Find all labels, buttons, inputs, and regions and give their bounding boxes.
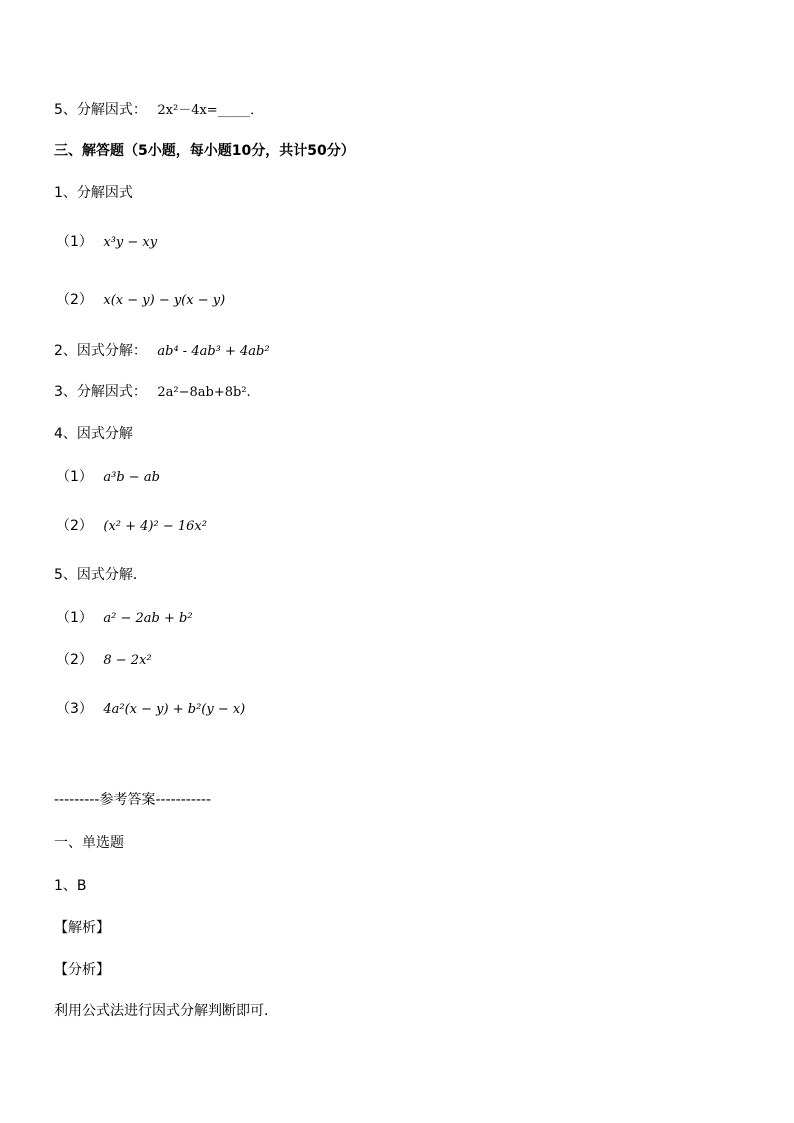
math-expression: x³y − xy [103, 235, 158, 250]
math-expression: 8 − 2x² [103, 653, 152, 668]
question-3 [54, 382, 251, 403]
question-4-part-1 [56, 467, 160, 488]
question-4-title: 4、因式分解 [54, 426, 133, 442]
math-expression: 2x²－4x=_____． [157, 103, 264, 118]
math-expression: 2a²−8ab+8b². [157, 385, 251, 400]
question-label: 3、分解因式： [54, 384, 147, 400]
question-5-part-2 [56, 650, 152, 671]
question-4-part-2 [56, 516, 207, 537]
answer-divider: ---------参考答案----------- [54, 792, 212, 808]
answer-item: 1、B [54, 878, 87, 894]
question-2 [54, 341, 270, 362]
part-label: （1） [56, 234, 93, 250]
question-5-fill [54, 100, 263, 121]
question-label: 2、因式分解： [54, 343, 147, 359]
math-expression: x(x − y) − y(x − y) [103, 293, 226, 308]
question-1-part-2 [56, 290, 225, 311]
analysis-text: 利用公式法进行因式分解判断即可． [54, 1003, 278, 1019]
answer-section-title: 一、单选题 [54, 835, 124, 851]
question-5-part-1 [56, 608, 193, 629]
question-1-part-1 [56, 232, 157, 253]
fenxi-tag: 【分析】 [54, 962, 110, 978]
analysis-tag: 【解析】 [54, 920, 110, 936]
math-expression: a³b − ab [103, 470, 160, 485]
math-expression: ab⁴ - 4ab³ + 4ab² [157, 344, 270, 359]
math-expression: a² − 2ab + b² [103, 611, 193, 626]
part-label: （3） [56, 701, 93, 717]
part-label: （2） [56, 652, 93, 668]
question-5-part-3 [56, 699, 245, 720]
part-label: （1） [56, 610, 93, 626]
question-number: 5、分解因式： [54, 102, 147, 118]
question-5-title: 5、因式分解． [54, 567, 147, 583]
part-label: （2） [56, 292, 93, 308]
part-label: （2） [56, 518, 93, 534]
section-title: 三、解答题（5小题，每小题10分，共计50分） [54, 143, 355, 159]
math-expression: 4a²(x − y) + b²(y − x) [103, 702, 246, 717]
math-expression: (x² + 4)² − 16x² [103, 519, 207, 534]
question-1-title: 1、分解因式 [54, 185, 133, 201]
part-label: （1） [56, 469, 93, 485]
